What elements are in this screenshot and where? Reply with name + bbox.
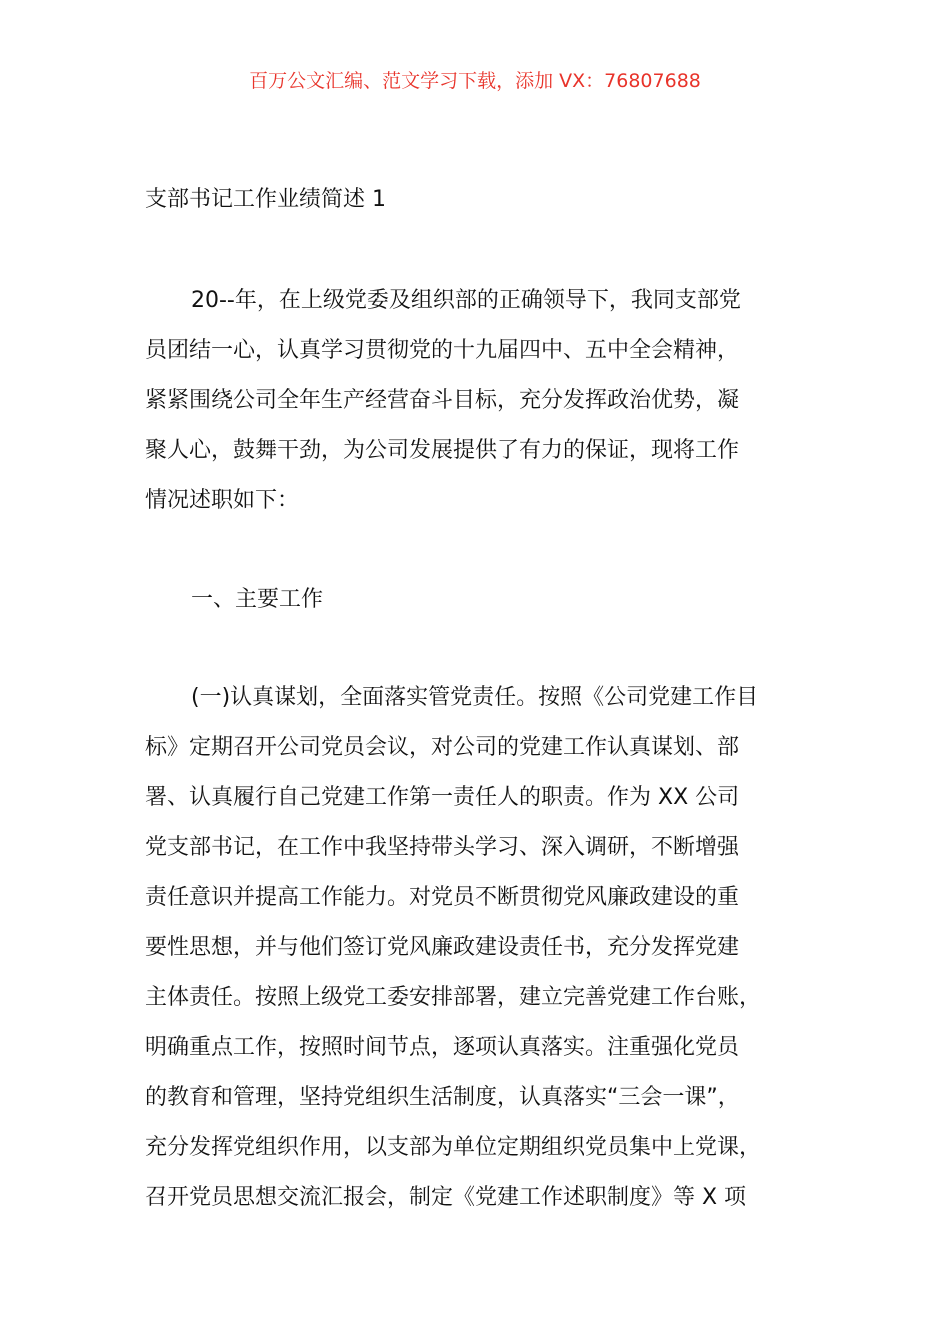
paragraph-line: 员团结一心，认真学习贯彻党的十九届四中、五中全会精神， bbox=[145, 338, 740, 363]
intro-paragraph bbox=[145, 276, 835, 526]
paragraph-line: 党支部书记，在工作中我坚持带头学习、深入调研，不断增强 bbox=[145, 835, 740, 860]
section-heading: 一、主要工作 bbox=[191, 587, 324, 612]
paragraph-line: 聚人心，鼓舞干劲，为公司发展提供了有力的保证，现将工作 bbox=[145, 438, 740, 463]
paragraph-line: 要性思想，并与他们签订党风廉政建设责任书，充分发挥党建 bbox=[145, 935, 740, 960]
paragraph-line: 紧紧围绕公司全年生产经营奋斗目标，充分发挥政治优势，凝 bbox=[145, 388, 740, 413]
paragraph-line: 情况述职如下： bbox=[145, 488, 300, 513]
body-paragraph bbox=[145, 673, 835, 1223]
paragraph-line: 的教育和管理，坚持党组织生活制度，认真落实“三会一课”， bbox=[145, 1085, 740, 1110]
paragraph-line: 充分发挥党组织作用，以支部为单位定期组织党员集中上党课， bbox=[145, 1135, 762, 1160]
paragraph-line: 标》定期召开公司党员会议，对公司的党建工作认真谋划、部 bbox=[145, 735, 740, 760]
paragraph-line: 责任意识并提高工作能力。对党员不断贯彻党风廉政建设的重 bbox=[145, 885, 740, 910]
paragraph-line: 明确重点工作，按照时间节点，逐项认真落实。注重强化党员 bbox=[145, 1035, 740, 1060]
paragraph-line: (一)认真谋划，全面落实管党责任。按照《公司党建工作目 bbox=[191, 685, 759, 710]
watermark-header: 百万公文汇编、范文学习下载，添加 VX：76807688 bbox=[249, 70, 701, 92]
paragraph-line: 20--年，在上级党委及组织部的正确领导下，我同支部党 bbox=[191, 288, 741, 313]
document-title: 支部书记工作业绩简述 1 bbox=[145, 187, 386, 212]
paragraph-line: 署、认真履行自己党建工作第一责任人的职责。作为 XX 公司 bbox=[145, 785, 740, 810]
paragraph-line: 主体责任。按照上级党工委安排部署，建立完善党建工作台账， bbox=[145, 985, 762, 1010]
paragraph-line: 召开党员思想交流汇报会，制定《党建工作述职制度》等 X 项 bbox=[145, 1185, 747, 1210]
